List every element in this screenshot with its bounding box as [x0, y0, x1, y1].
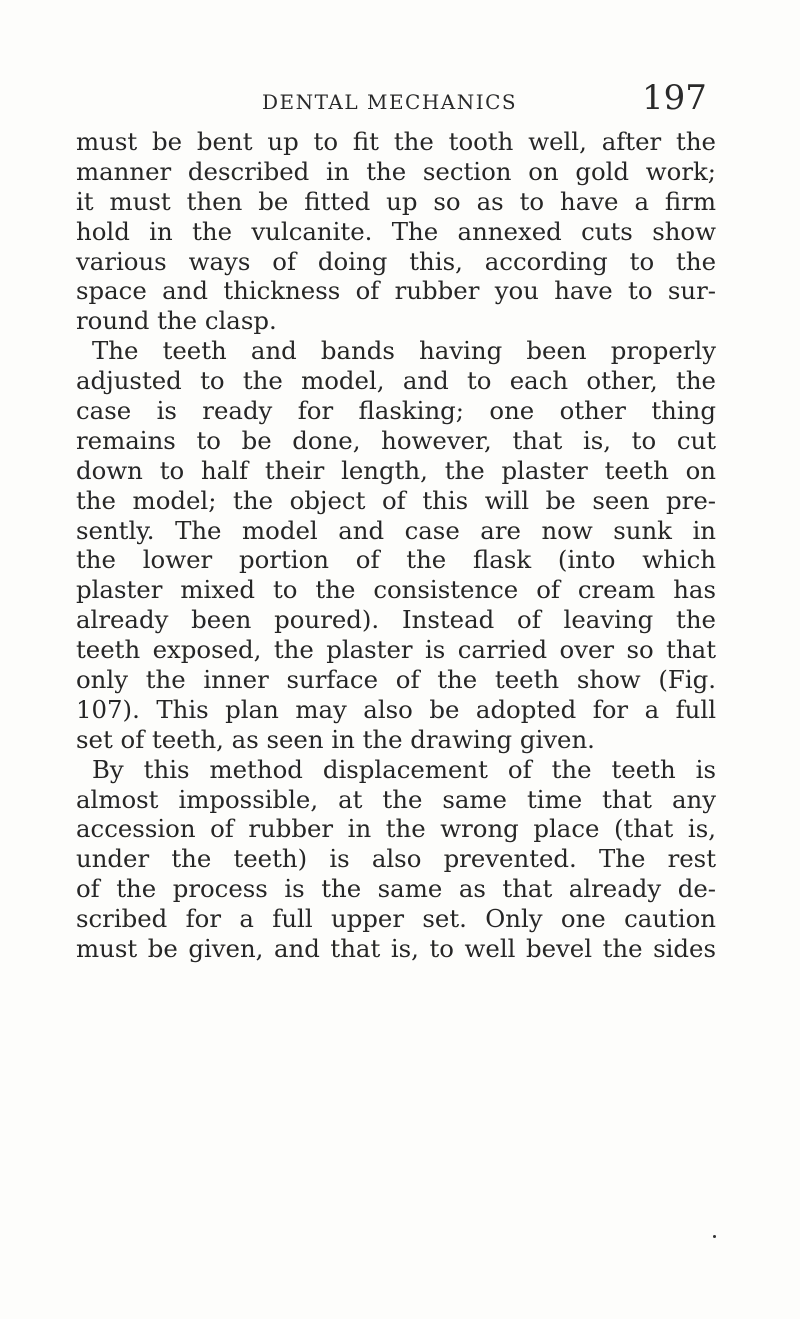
text-line: the lower portion of the flask (into which — [76, 545, 716, 575]
text-line: down to half their length, the plaster teeth on — [76, 455, 716, 485]
text-line: remains to be done, however, that is, to cut — [76, 425, 716, 455]
text-line: hold in the vulcanite. The annexed cuts show — [76, 216, 716, 246]
text-line: space and thickness of rubber you have to sur- — [76, 276, 716, 306]
text-line: teeth exposed, the plaster is carried over so that — [76, 635, 716, 665]
text-line: it must then be fitted up so as to have a firm — [76, 186, 716, 216]
text-line: various ways of doing this, according to the — [76, 246, 716, 276]
text-line: round the clasp. — [76, 306, 277, 336]
text-line: only the inner surface of the teeth show (Fig. — [76, 665, 716, 695]
text-line: must be given, and that is, to well bevel the sides — [76, 934, 716, 964]
text-line: under the teeth) is also prevented. The rest — [76, 844, 716, 874]
text-line: By this method displacement of the teeth is — [92, 754, 716, 784]
text-line: almost impossible, at the same time that any — [76, 784, 716, 814]
text-line: manner described in the section on gold work; — [76, 156, 716, 186]
running-title: DENTAL MECHANICS — [262, 90, 518, 114]
text-line: The teeth and bands having been properly — [92, 336, 716, 366]
text-line: 107). This plan may also be adopted for a full — [76, 694, 716, 724]
text-line: accession of rubber in the wrong place (that is, — [76, 814, 716, 844]
text-line: set of teeth, as seen in the drawing given. — [76, 724, 595, 754]
text-line: adjusted to the model, and to each other, the — [76, 366, 716, 396]
text-line: plaster mixed to the consistence of cream has — [76, 575, 716, 605]
text-line: of the process is the same as that already de- — [76, 874, 716, 904]
body-text — [76, 127, 716, 964]
text-line: scribed for a full upper set. Only one caution — [76, 904, 716, 934]
running-head — [262, 78, 712, 126]
text-line: case is ready for flasking; one other thing — [76, 396, 716, 426]
text-line: sently. The model and case are now sunk in — [76, 515, 716, 545]
text-line: the model; the object of this will be seen pre- — [76, 485, 716, 515]
text-line: already been poured). Instead of leaving the — [76, 605, 716, 635]
scan-speck — [713, 1235, 716, 1238]
page-number: 197 — [642, 78, 707, 118]
text-line: must be bent up to fit the tooth well, after the — [76, 127, 716, 156]
